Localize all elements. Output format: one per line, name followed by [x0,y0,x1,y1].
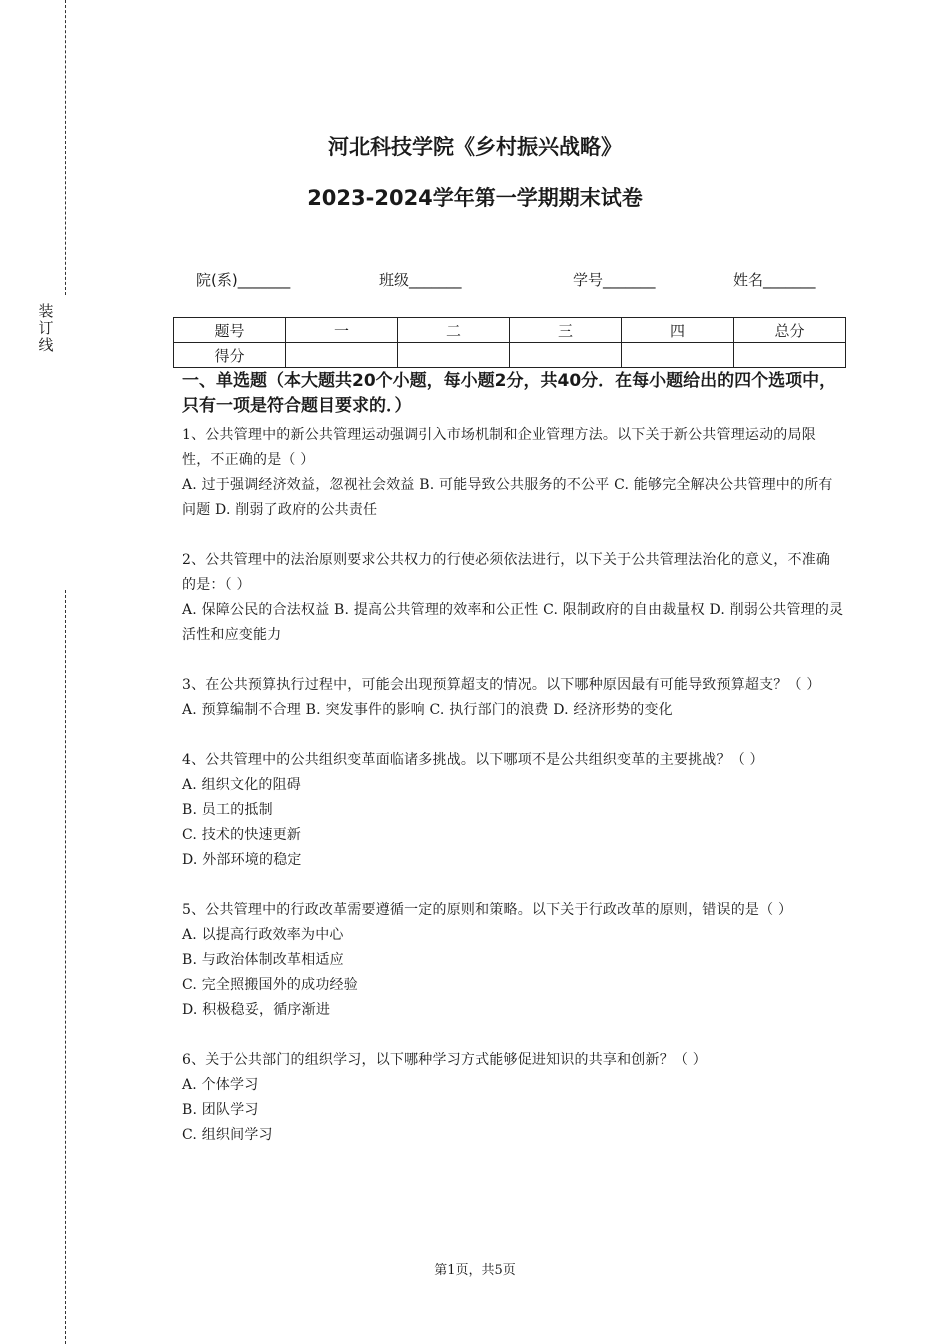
question-stem: 2、公共管理中的法治原则要求公共权力的行使必须依法进行，以下关于公共管理法治化的意义，不准确的是：（ ） [182,552,831,593]
exam-content [182,369,844,1148]
question-2 [182,548,844,648]
department-field[interactable]: 院(系)_______ [196,271,291,289]
exam-title-line2: 2023-2024学年第一学期期末试卷 [307,186,643,210]
question-stem: 5、公共管理中的行政改革需要遵循一定的原则和策略。以下关于行政改革的原则，错误的是（ ） [182,902,793,918]
question-option: B. 团队学习 [182,1102,259,1118]
score-table-cell: 得分 [174,343,286,368]
question-4 [182,748,844,873]
question-option: D. 外部环境的稳定 [182,852,302,868]
question-option: C. 完全照搬国外的成功经验 [182,977,358,993]
section-heading: 一、单选题（本大题共20个小题，每小题2分，共40分．在每小题给出的四个选项中，只有一项是符合题目要求的．） [182,371,837,416]
question-5 [182,898,844,1023]
student-info-row [0,269,950,293]
question-options: A. 过于强调经济效益，忽视社会效益 B. 可能导致公共服务的不公平 C. 能够完全解决公共管理中的所有问题 D. 削弱了政府的公共责任 [182,477,833,518]
question-option: B. 员工的抵制 [182,802,273,818]
question-option: C. 技术的快速更新 [182,827,302,843]
name-field[interactable]: 姓名_______ [733,271,816,289]
score-table-cell: 四 [622,318,734,343]
question-1 [182,423,844,523]
question-stem: 3、在公共预算执行过程中，可能会出现预算超支的情况。以下哪种原因最有可能导致预算超支？（ ） [182,677,821,693]
score-entry-cell[interactable] [734,343,846,368]
question-3 [182,673,844,723]
question-options: A. 保障公民的合法权益 B. 提高公共管理的效率和公正性 C. 限制政府的自由裁量权 D. 削弱公共管理的灵活性和应变能力 [182,602,844,643]
class-field[interactable]: 班级_______ [379,271,462,289]
question-option: A. 以提高行政效率为中心 [182,927,344,943]
binding-char: 线 [38,336,54,354]
score-entry-cell[interactable] [286,343,398,368]
score-table [173,317,846,368]
exam-title-line1: 河北科技学院《乡村振兴战略》 [328,135,622,159]
binding-dashed-line-bottom [65,590,66,1344]
score-table-cell: 一 [286,318,398,343]
score-table-cell: 二 [398,318,510,343]
question-options: A. 预算编制不合理 B. 突发事件的影响 C. 执行部门的浪费 D. 经济形势的变化 [182,702,673,718]
question-stem: 6、关于公共部门的组织学习，以下哪种学习方式能够促进知识的共享和创新？（ ） [182,1052,707,1068]
score-table-header-row [174,318,846,343]
question-option: A. 个体学习 [182,1077,259,1093]
question-stem: 1、公共管理中的新公共管理运动强调引入市场机制和企业管理方法。以下关于新公共管理运动的局限性，不正确的是（ ） [182,427,816,468]
question-option: A. 组织文化的阻碍 [182,777,302,793]
binding-char: 装 [38,302,54,320]
score-entry-cell[interactable] [398,343,510,368]
question-stem: 4、公共管理中的公共组织变革面临诸多挑战。以下哪项不是公共组织变革的主要挑战？（ ） [182,752,764,768]
score-table-cell: 三 [510,318,622,343]
question-option: C. 组织间学习 [182,1127,273,1143]
question-option: D. 积极稳妥，循序渐进 [182,1002,331,1018]
score-entry-cell[interactable] [510,343,622,368]
binding-char: 订 [38,319,54,337]
score-entry-cell[interactable] [622,343,734,368]
student-id-field[interactable]: 学号_______ [573,271,656,289]
binding-label [38,303,54,354]
score-table-cell: 题号 [174,318,286,343]
score-table-cell: 总分 [734,318,846,343]
page-number: 第1页，共5页 [434,1263,516,1278]
question-6 [182,1048,844,1148]
score-table-score-row [174,343,846,368]
question-option: B. 与政治体制改革相适应 [182,952,344,968]
